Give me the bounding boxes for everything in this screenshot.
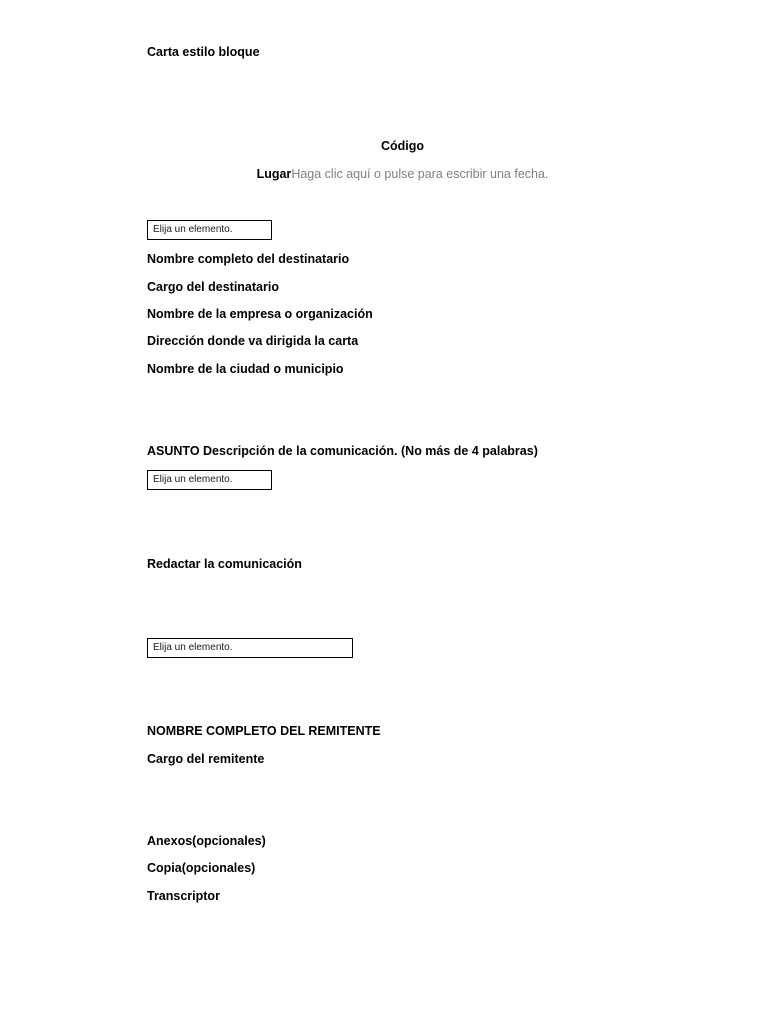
recipient-position: Cargo del destinatario: [147, 280, 279, 294]
recipient-city: Nombre de la ciudad o municipio: [147, 362, 344, 376]
transcriber-line: Transcriptor: [147, 889, 220, 903]
sender-full-name: NOMBRE COMPLETO DEL REMITENTE: [147, 724, 381, 738]
body-text: Redactar la comunicación: [147, 557, 302, 571]
place-label: Lugar: [256, 167, 292, 181]
template-title: Carta estilo bloque: [147, 45, 260, 59]
attachments-line: Anexos(opcionales): [147, 834, 266, 848]
subject-dropdown[interactable]: Elija un elemento.: [147, 470, 272, 490]
recipient-company: Nombre de la empresa o organización: [147, 307, 373, 321]
closing-dropdown[interactable]: Elija un elemento.: [147, 638, 353, 658]
date-picker-field[interactable]: Haga clic aquí o pulse para escribir una fecha.: [291, 167, 549, 181]
salutation-dropdown[interactable]: Elija un elemento.: [147, 220, 272, 240]
sender-position: Cargo del remitente: [147, 752, 265, 766]
copy-line: Copia(opcionales): [147, 861, 256, 875]
code-label: Código: [380, 139, 425, 153]
subject-line: ASUNTO Descripción de la comunicación. (No más de 4 palabras): [147, 444, 538, 458]
recipient-full-name: Nombre completo del destinatario: [147, 252, 350, 266]
recipient-address: Dirección donde va dirigida la carta: [147, 334, 359, 348]
place-date-line: [0, 166, 768, 182]
